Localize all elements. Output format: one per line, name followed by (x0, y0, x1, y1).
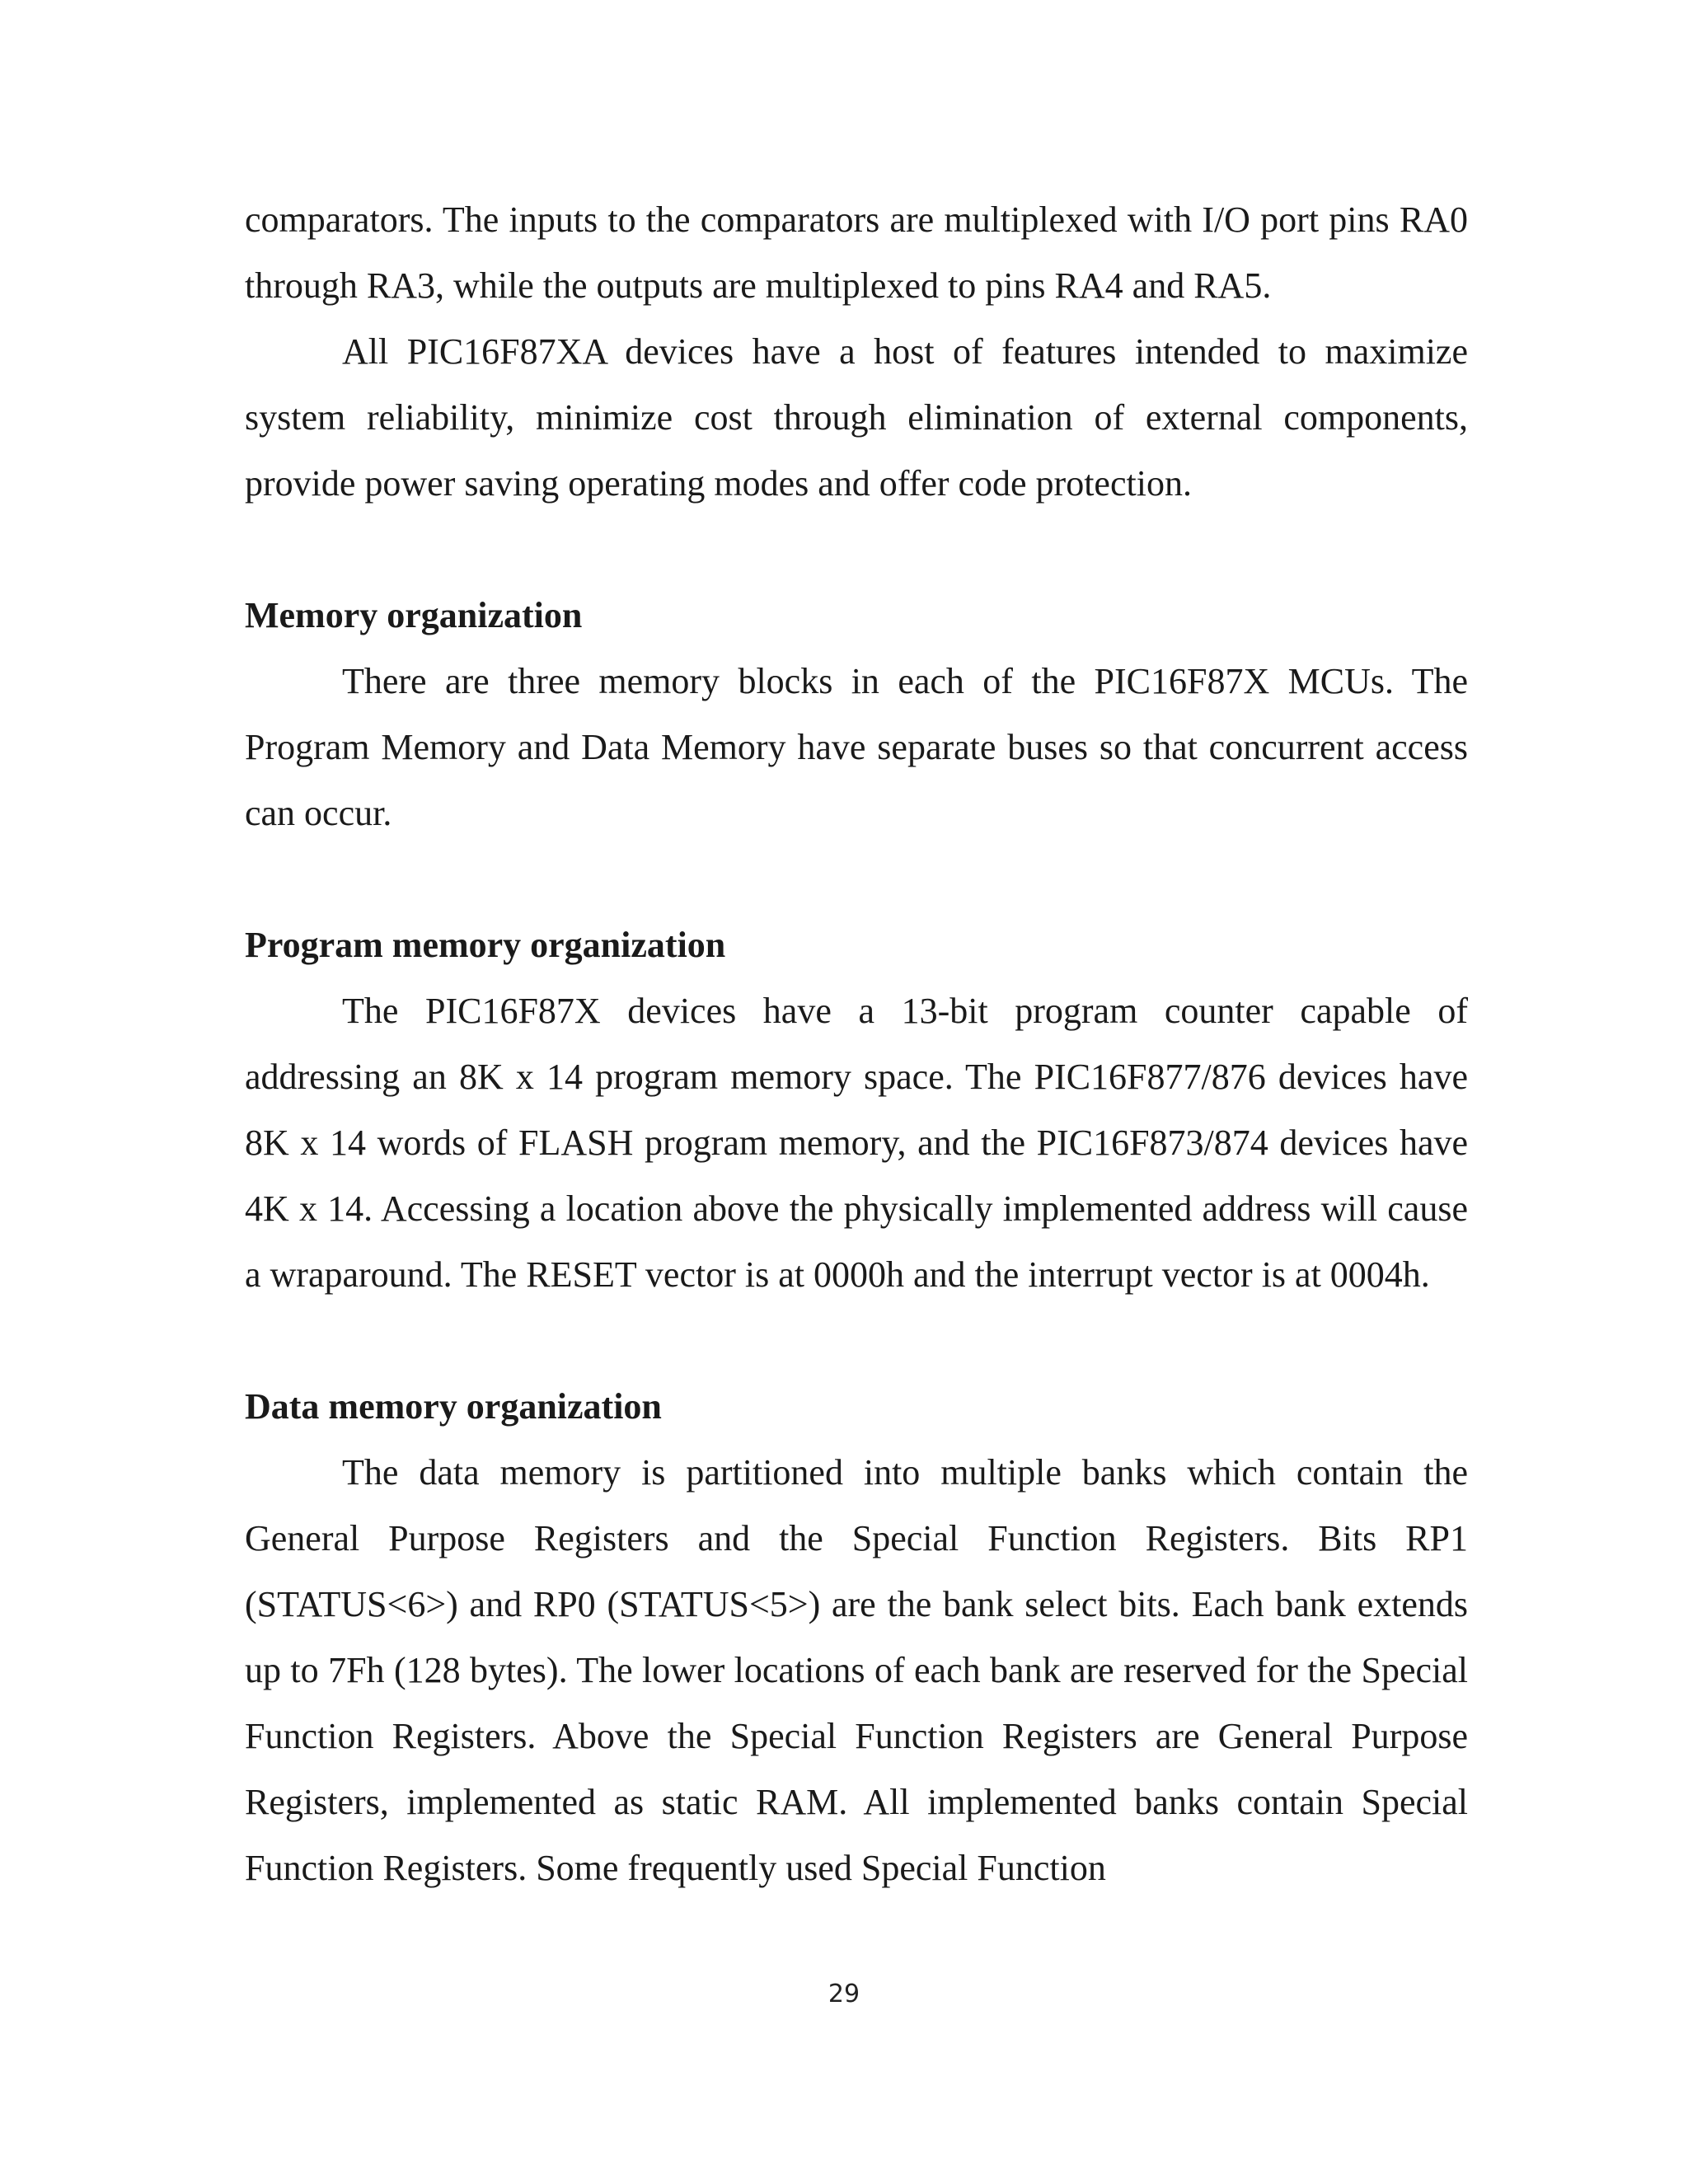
heading-memory-organization: Memory organization (245, 595, 583, 635)
heading-data-memory-organization: Data memory organization (245, 1386, 662, 1427)
paragraph-memory-blocks: There are three memory blocks in each of the PIC16F87X MCUs. The Program Memory and Data Memory have separate buses so that concurrent access can occur. (245, 661, 1468, 833)
section-gap (245, 846, 1468, 912)
heading-program-memory-organization: Program memory organization (245, 925, 726, 965)
paragraph-data-memory: The data memory is partitioned into multiple banks which contain the General Purpose Registers and the Special Function Registers. Bits RP1 (STATUS<6>) and RP0 (STATUS<5>) are the bank select bits. Each bank extends up to 7Fh (128 bytes). The lower locations of each bank are reserved for the Special Function Registers. Above the Special Function Registers are General Purpose Registers, implemented as static RAM. All implemented banks contain Special Function Registers. Some frequently used Special Function (245, 1452, 1468, 1888)
section-gap (245, 517, 1468, 583)
page-number: 29 (828, 1980, 860, 2008)
section-gap (245, 1308, 1468, 1374)
paragraph-comparators: comparators. The inputs to the comparators are multiplexed with I/O port pins RA0 through RA3, while the outputs are multiplexed to pins RA4 and RA5. (245, 199, 1468, 306)
paragraph-program-memory: The PIC16F87X devices have a 13-bit program counter capable of addressing an 8K x 14 program memory space. The PIC16F877/876 devices have 8K x 14 words of FLASH program memory, and the PIC16F873/874 devices have 4K x 14. Accessing a location above the physically implemented address will cause a wraparound. The RESET vector is at 0000h and the interrupt vector is at 0004h. (245, 991, 1468, 1295)
paragraph-features: All PIC16F87XA devices have a host of features intended to maximize system reliability, minimize cost through elimination of external components, provide power saving operating modes and offer code protection. (245, 331, 1468, 504)
page-body (245, 187, 1468, 1901)
